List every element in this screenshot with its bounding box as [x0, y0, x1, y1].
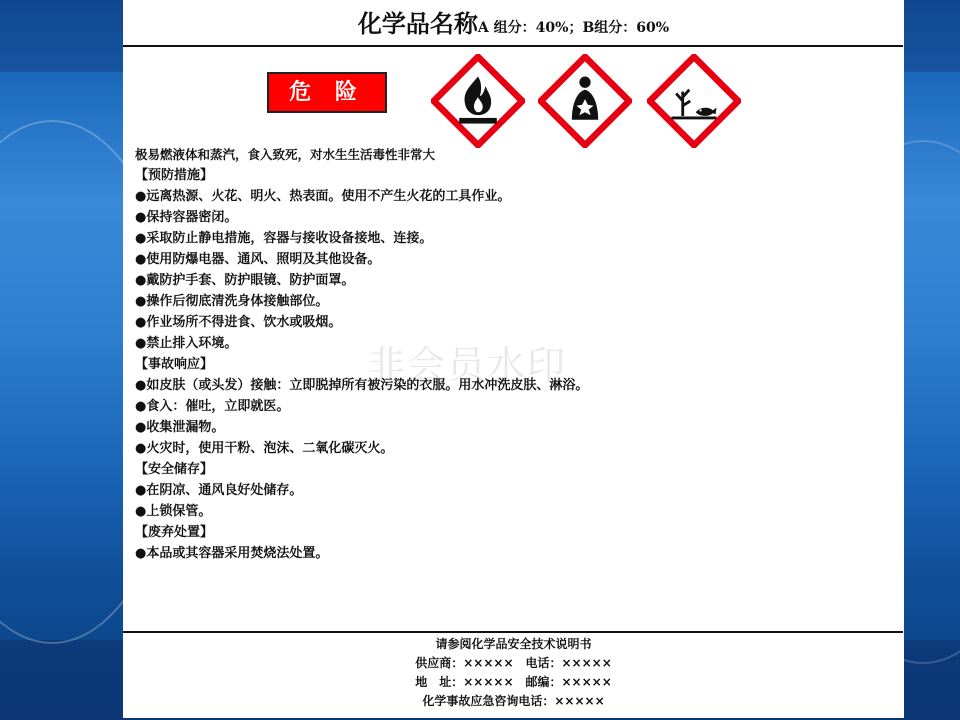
emergency-phone: 化学事故应急咨询电话：××××× — [422, 694, 605, 708]
section-heading-prevention: 【预防措施】 — [135, 168, 214, 183]
list-item: ●本品或其容器采用焚烧法处置。 — [135, 546, 329, 561]
chemical-name-title: 化学品名称 — [357, 10, 478, 38]
section-heading-disposal: 【废弃处置】 — [135, 525, 214, 540]
environment-icon — [647, 54, 741, 148]
title-row — [123, 4, 904, 44]
list-item: ●如皮肤（或头发）接触：立即脱掉所有被污染的衣服。用水冲洗皮肤、淋浴。 — [135, 378, 589, 393]
sds-reference: 请参阅化学品安全技术说明书 — [435, 637, 592, 651]
hazard-statement: 极易燃液体和蒸汽，食入致死，对水生生活毒性非常大 — [135, 147, 436, 162]
list-item: ●采取防止静电措施，容器与接收设备接地、连接。 — [135, 231, 433, 246]
list-item: ●远离热源、火花、明火、热表面。使用不产生火花的工具作业。 — [135, 189, 511, 204]
list-item: ●作业场所不得进食、饮水或吸烟。 — [135, 315, 342, 330]
list-item: ●操作后彻底清洗身体接触部位。 — [135, 294, 329, 309]
list-item: ●使用防爆电器、通风、照明及其他设备。 — [135, 252, 381, 267]
list-item: ●火灾时，使用干粉、泡沫、二氧化碳灭火。 — [135, 441, 394, 456]
composition-text: A 组分：40%；B组分：60% — [477, 20, 670, 36]
list-item: ●禁止排入环境。 — [135, 336, 238, 351]
list-item: ●收集泄漏物。 — [135, 420, 225, 435]
list-item: ●保持容器密闭。 — [135, 210, 238, 225]
supplier-footer — [123, 635, 904, 711]
footer-divider — [123, 631, 903, 633]
signal-word-badge: 危 险 — [267, 72, 387, 113]
safety-label-sheet — [123, 0, 904, 718]
watermark-text: 非会员水印 — [367, 343, 568, 387]
list-item: ●上锁保管。 — [135, 504, 212, 519]
health-hazard-icon — [538, 54, 632, 148]
section-heading-response: 【事故响应】 — [135, 357, 214, 372]
flame-icon — [431, 54, 525, 148]
supplier-address: 地 址：××××× 邮编：××××× — [415, 675, 612, 689]
list-item: ●戴防护手套、防护眼镜、防护面罩。 — [135, 273, 355, 288]
list-item: ●食入：催吐，立即就医。 — [135, 399, 290, 414]
supplier-contact: 供应商：××××× 电话：××××× — [415, 656, 612, 670]
list-item: ●在阴凉、通风良好处储存。 — [135, 483, 303, 498]
header-divider — [123, 45, 903, 47]
section-heading-storage: 【安全储存】 — [135, 462, 214, 477]
